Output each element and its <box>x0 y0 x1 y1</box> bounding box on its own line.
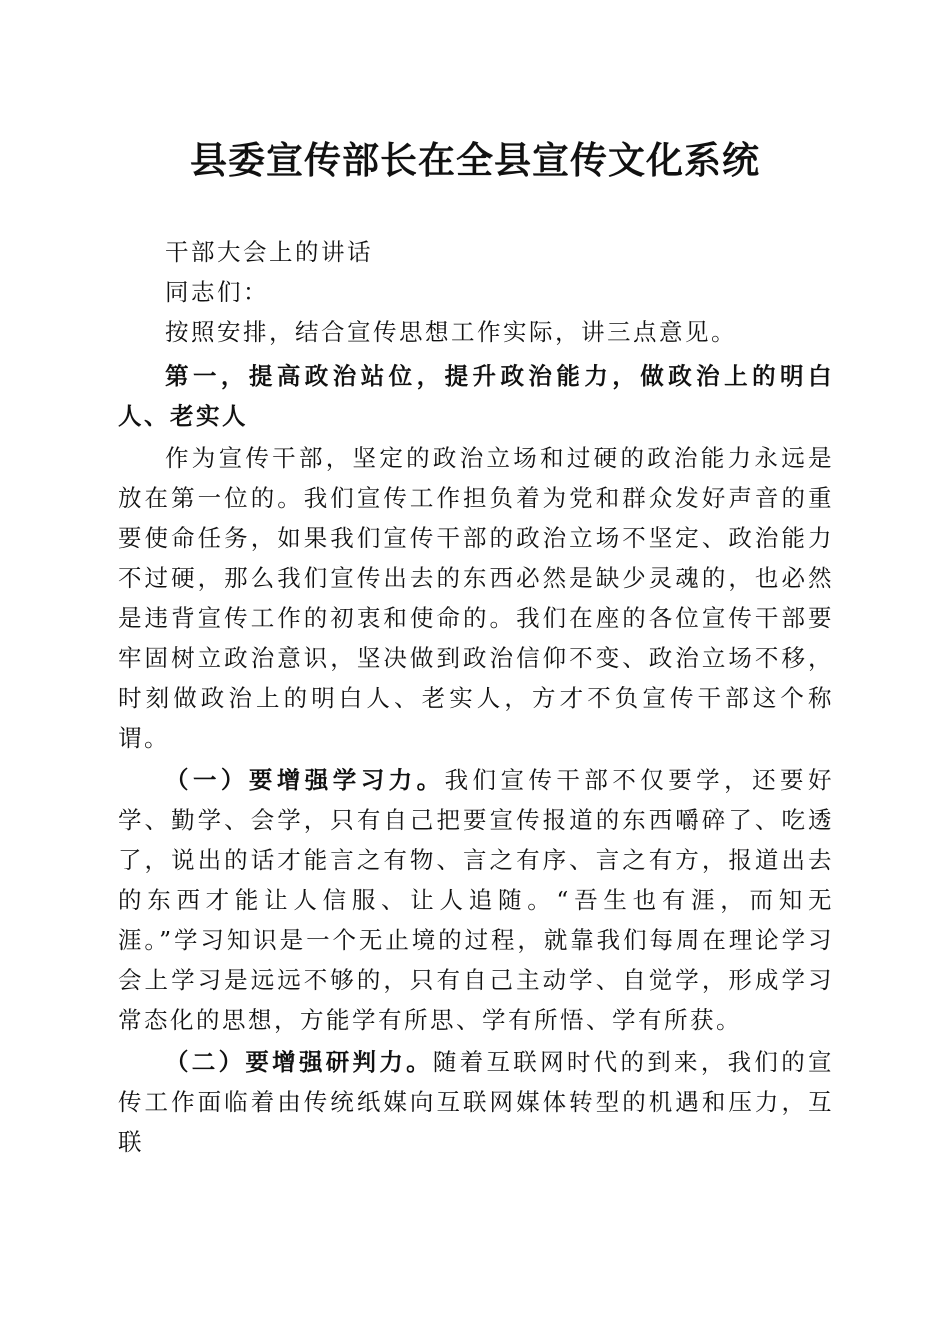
section1-paragraph: 作为宣传干部，坚定的政治立场和过硬的政治能力永远是放在第一位的。我们宣传工作担负着为党和群众发好声音的重要使命任务，如果我们宣传干部的政治立场不坚定、政治能力不过硬，那么我们宣传出去的东西必然是缺少灵魂的，也必然是违背宣传工作的初衷和使命的。我们在座的各位宣传干部要牢固树立政治意识，坚决做到政治信仰不变、政治立场不移，时刻做政治上的明白人、老实人，方才不负宣传干部这个称谓。 <box>118 444 834 752</box>
section1-heading: 第一，提高政治站位，提升政治能力，做政治上的明白人、老实人 <box>118 362 834 430</box>
point2-paragraph <box>118 1042 834 1162</box>
intro-paragraph: 按照安排，结合宣传思想工作实际，讲三点意见。 <box>165 318 737 346</box>
document-title: 县委宣传部长在全县宣传文化系统 <box>190 138 760 182</box>
point2-lead: （二）要增强研判力。 <box>165 1048 433 1076</box>
subtitle-line: 干部大会上的讲话 <box>165 238 373 266</box>
point2-text: 随着互联网时代的到来，我们的宣传工作面临着由传统纸媒向互联网媒体转型的机遇和压力，互联 <box>118 1048 835 1156</box>
salutation: 同志们： <box>165 278 269 306</box>
document-body <box>118 232 834 1162</box>
point1-paragraph <box>118 760 834 1040</box>
point1-text: 我们宣传干部不仅要学，还要好学、勤学、会学，只有自己把要宣传报道的东西嚼碎了、吃透了，说出的话才能言之有物、言之有序、言之有方，报道出去的东西才能让人信服、让人追随。“吾生也有涯，而知无涯。”学习知识是一个无止境的过程，就靠我们每周在理论学习会上学习是远远不够的，只有自己主动学、自觉学，形成学习常态化的思想，方能学有所思、学有所悟、学有所获。 <box>118 766 835 1034</box>
point1-lead: （一）要增强学习力。 <box>165 766 445 794</box>
